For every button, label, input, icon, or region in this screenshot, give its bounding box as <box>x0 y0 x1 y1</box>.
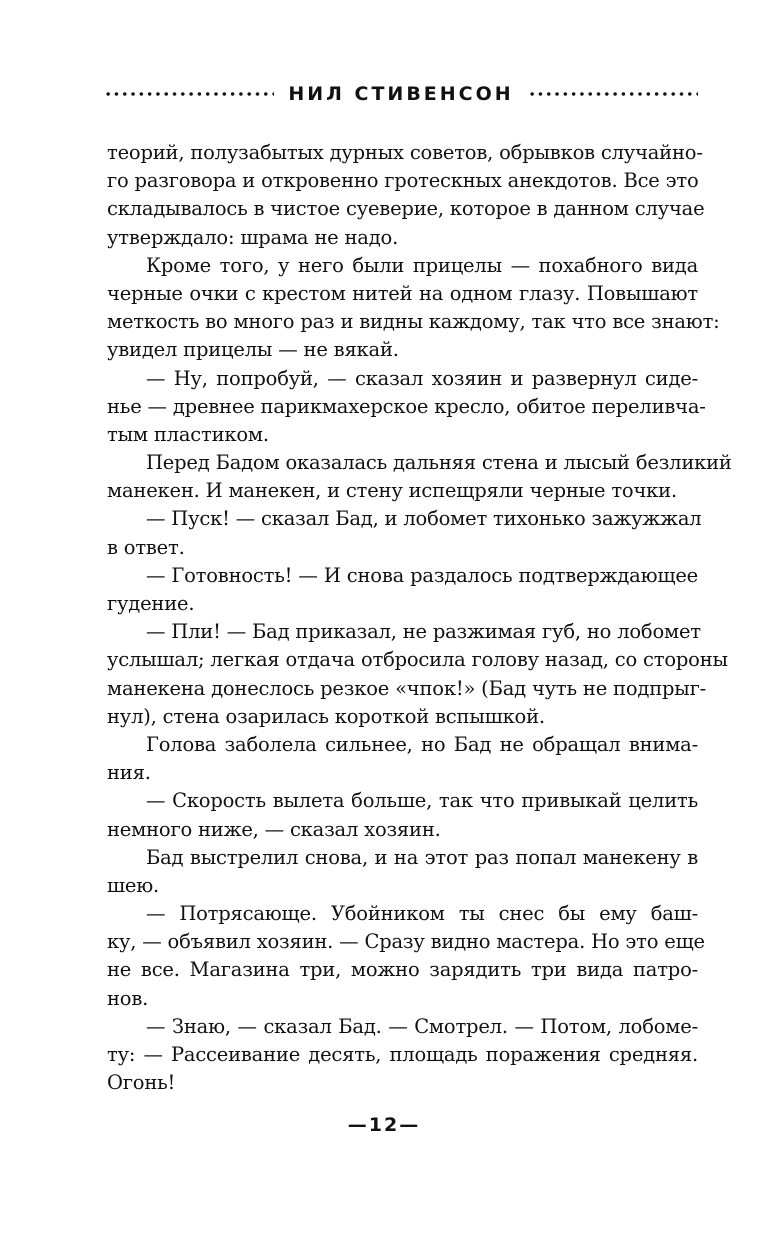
text-line: ту: — Рассеивание десять, площадь поражения средняя. <box>107 1043 698 1066</box>
paragraph <box>107 787 698 843</box>
text-line: меткость во много раз и видны каждому, так что все знают: <box>107 310 720 334</box>
text-line: в ответ. <box>107 535 185 559</box>
text-line: Огонь! <box>107 1071 176 1095</box>
paragraph <box>107 731 698 787</box>
paragraph <box>107 449 732 505</box>
text-line: Бад выстрелил снова, и на этот раз попал манекену в <box>146 845 698 869</box>
text-line: манекен. И манекен, и стену испещряли черные точки. <box>107 479 677 503</box>
text-line: го разговора и откровенно гротескных анекдотов. Все это <box>107 169 699 193</box>
text-line: нье — древнее парикмахерское кресло, обитое переливча- <box>107 394 706 418</box>
text-line: — Пли! — Бад приказал, не разжимая губ, но лобомет <box>146 620 701 644</box>
text-line: манекена донеслось резкое «чпок!» (Бад чуть не подпрыг- <box>107 676 707 700</box>
text-line: — Ну, попробуй, — сказал хозяин и развернул сиде- <box>146 366 698 390</box>
body-text <box>107 139 732 1097</box>
text-line: ку, — объявил хозяин. — Сразу видно мастера. Но это еще <box>107 930 705 954</box>
paragraph <box>107 844 698 900</box>
running-header <box>104 80 698 108</box>
text-line: черные очки с крестом нитей на одном глазу. Повышают <box>107 281 698 305</box>
text-line: ния. <box>107 761 151 785</box>
text-line: тым пластиком. <box>107 422 269 446</box>
text-line: — Пуск! — сказал Бад, и лобомет тихонько зажужжал <box>146 507 702 531</box>
paragraph <box>107 562 698 618</box>
text-line: складывалось в чистое суеверие, которое в данном случае <box>107 197 705 221</box>
text-line: — Потрясающе. Убойником ты снес бы ему баш- <box>146 902 698 926</box>
paragraph <box>107 505 702 561</box>
text-line: теорий, полузабытых дурных советов, обрывков случайно- <box>107 141 703 164</box>
text-line: Голова заболела сильнее, но Бад не обращал внима- <box>146 732 698 756</box>
dotted-rule-left <box>104 92 274 96</box>
text-line: нул), стена озарилась короткой вспышкой. <box>107 704 545 728</box>
text-line: — Скорость вылета больше, так что привыкай целить <box>146 789 698 813</box>
text-line: шею. <box>107 873 160 897</box>
text-line: услышал; легкая отдача отбросила голову назад, со стороны <box>107 648 728 672</box>
paragraph <box>107 618 728 731</box>
text-line: Перед Бадом оказалась дальняя стена и лысый безликий <box>146 451 732 475</box>
paragraph <box>107 139 705 252</box>
dotted-rule-right <box>528 92 698 96</box>
text-line: — Готовность! — И снова раздалось подтверждающее <box>146 563 698 587</box>
text-line: немного ниже, — сказал хозяин. <box>107 817 441 841</box>
text-line: утверждало: шрама не надо. <box>107 225 399 249</box>
running-title: НИЛ СТИВЕНСОН <box>288 83 514 105</box>
paragraph <box>107 252 720 365</box>
page-number: —12— <box>347 1114 421 1136</box>
text-line: Кроме того, у него были прицелы — похабного вида <box>146 253 698 277</box>
paragraph <box>107 1013 698 1098</box>
text-line: увидел прицелы — не вякай. <box>107 338 399 362</box>
text-line: нов. <box>107 986 149 1010</box>
paragraph <box>107 365 706 450</box>
text-line: — Знаю, — сказал Бад. — Смотрел. — Потом, лобоме- <box>146 1014 698 1038</box>
paragraph <box>107 900 705 1013</box>
text-line: не все. Магазина три, можно зарядить три вида патро- <box>107 958 698 982</box>
text-line: гудение. <box>107 592 195 615</box>
